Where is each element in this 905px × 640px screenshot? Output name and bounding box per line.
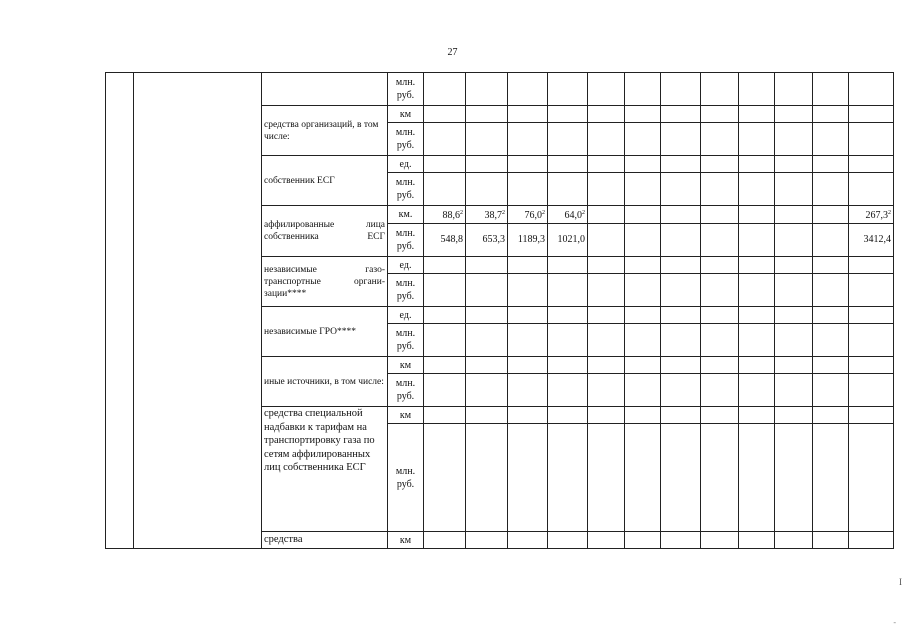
affiliated-mln-c4: 1021,0 <box>548 224 588 257</box>
unit-mln-rub: млн. руб. <box>388 173 424 206</box>
unit-mln-rub: млн. руб. <box>388 123 424 156</box>
row-label-independent-gto: независимые газо- транспортные органи- зации**** <box>262 257 388 307</box>
margin-mark-2: - <box>893 618 896 627</box>
unit-km: км <box>388 532 424 549</box>
unit-mln-rub: млн. руб. <box>388 374 424 407</box>
row-label-funds: средства <box>262 532 388 549</box>
affiliated-km-c3: 76,0$^2$ <box>508 206 548 224</box>
affiliated-mln-c3: 1189,3 <box>508 224 548 257</box>
row-label-special-markup: средства специальной надбавки к тарифам на транспортировку газа по сетям аффилированных лиц собственника ЕСГ <box>262 407 388 532</box>
unit-mln-rub: млн. руб. <box>388 324 424 357</box>
col-b-cell <box>134 73 262 549</box>
unit-mln-rub: млн. руб. <box>388 224 424 257</box>
affiliated-km-c4: 64,0$^2$ <box>548 206 588 224</box>
investment-table <box>105 72 894 549</box>
row-label-other-sources: иные источники, в том числе: <box>262 357 388 407</box>
unit-mln-rub: млн. руб. <box>388 274 424 307</box>
affiliated-mln-total: 3412,4 <box>849 224 894 257</box>
unit-km: км <box>388 357 424 374</box>
affiliated-km-total: 267,3$^2$ <box>849 206 894 224</box>
prev-row-label <box>262 73 388 106</box>
row-label-org-funds: средства организаций, в том числе: <box>262 106 388 156</box>
row-label-owner: собственник ЕСГ <box>262 156 388 206</box>
unit-mln-rub: млн. руб. <box>388 424 424 532</box>
margin-mark: I <box>899 577 902 587</box>
affiliated-mln-c2: 653,3 <box>466 224 508 257</box>
page-number: 27 <box>447 47 458 58</box>
row-label-independent-gro: независимые ГРО**** <box>262 307 388 357</box>
unit-mln-rub: млн. руб. <box>388 73 424 106</box>
affiliated-km-c2: 38,7$^2$ <box>466 206 508 224</box>
row-label-affiliated: аффилированные лица собственника ЕСГ <box>262 206 388 257</box>
col-a-cell <box>106 73 134 549</box>
unit-km: км. <box>388 206 424 224</box>
affiliated-mln-c1: 548,8 <box>424 224 466 257</box>
affiliated-km-c1: 88,6$^2$ <box>424 206 466 224</box>
unit-ed: ед. <box>388 257 424 274</box>
unit-km: км <box>388 407 424 424</box>
unit-km: км <box>388 106 424 123</box>
unit-ed: ед. <box>388 307 424 324</box>
unit-ed: ед. <box>388 156 424 173</box>
